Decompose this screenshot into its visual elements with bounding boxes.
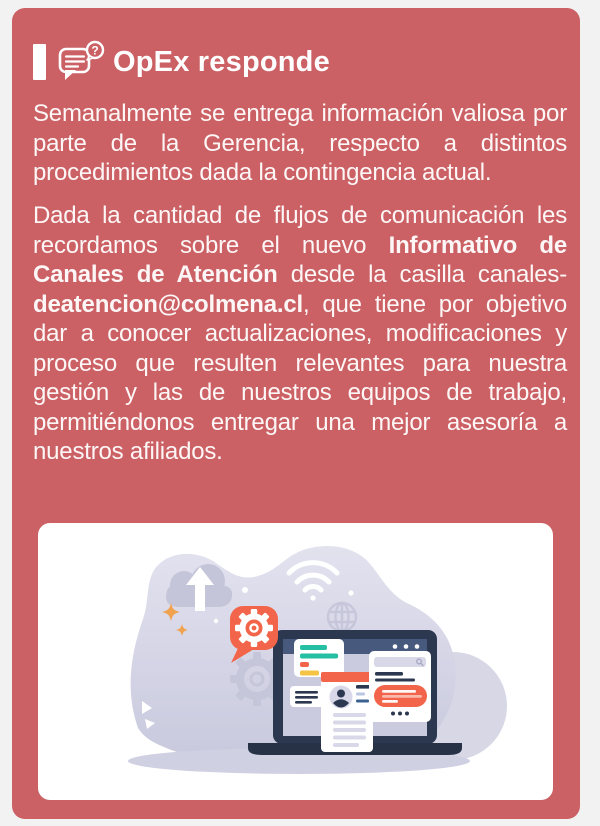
p2-text-3: , que tiene por objetivo dar a conocer actualizaciones, modificaciones y proceso que resulten relevantes para nuestra gestión y las de nuestros equipos de trabajo, permitiéndonos entregar una mejor asesoría a nuestros afiliados. (33, 290, 567, 465)
p2-text-2: desde la casilla canales- (277, 261, 568, 288)
opex-card (12, 8, 580, 819)
paragraph-1 (33, 99, 567, 188)
header-accent-bar (33, 44, 46, 80)
p2-bold-informativo: Informativo de Canales de Atención (33, 231, 567, 288)
text-card (290, 686, 324, 707)
illustration-box (38, 523, 553, 800)
page-title: OpEx responde (113, 45, 330, 78)
laptop-communication-illustration (38, 523, 553, 800)
chat-question-icon (57, 40, 105, 84)
card-header (33, 40, 330, 84)
paragraph-2 (33, 201, 567, 467)
email-address[interactable]: deatencion@colmena.cl (33, 290, 303, 318)
typing-dots (391, 712, 409, 716)
search-bar[interactable] (374, 657, 426, 667)
stats-card (294, 639, 344, 677)
p2-text-1: Dada la cantidad de flujos de comunicación les recordamos sobre el nuevo (33, 202, 567, 259)
chat-panel (369, 651, 431, 722)
question-mark-glyph: ? (91, 43, 99, 58)
p1-text: Semanalmente se entrega información valiosa por parte de la Gerencia, respecto a distintos procedimientos dada la contingencia actual. (33, 100, 567, 186)
chat-bubble (374, 685, 427, 707)
profile-card (321, 672, 375, 752)
